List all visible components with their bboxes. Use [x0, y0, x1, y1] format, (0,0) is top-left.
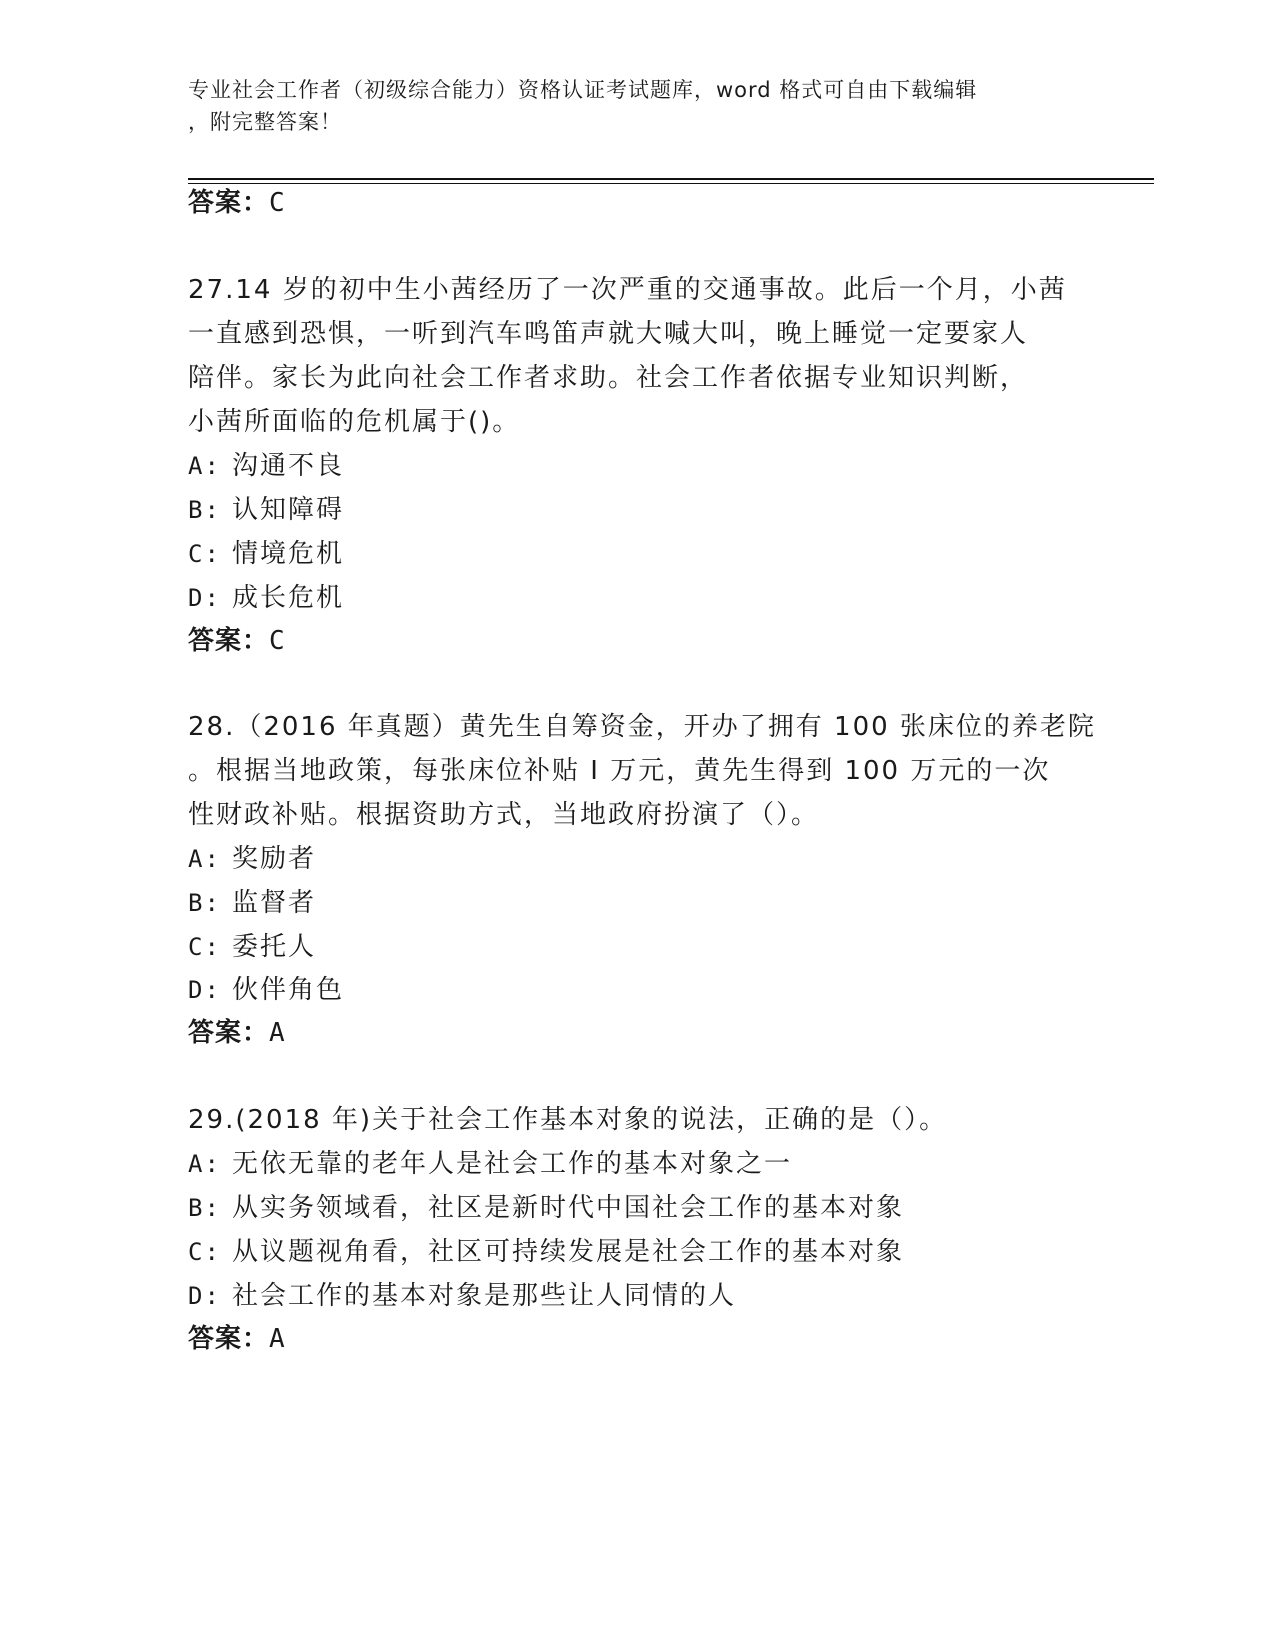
q28-option-a	[188, 843, 316, 875]
q27-option-c	[188, 538, 344, 570]
header-line-2: ，附完整答案！	[188, 110, 342, 134]
q29-answer	[188, 1323, 286, 1355]
option-text: 从实务领域看，社区是新时代中国社会工作的基本对象	[232, 1193, 905, 1223]
answer-label: 答案：	[188, 626, 270, 656]
q27-stem-line-3: 陪伴。家长为此向社会工作者求助。社会工作者依据专业知识判断，	[188, 363, 1029, 393]
option-letter: C:	[188, 1238, 221, 1266]
q27-option-a	[188, 450, 344, 482]
q28-stem-line-2: 。根据当地政策，每张床位补贴 I 万元，黄先生得到 100 万元的一次	[188, 756, 1051, 786]
option-text: 从议题视角看，社区可持续发展是社会工作的基本对象	[232, 1237, 905, 1267]
q29-option-b	[188, 1192, 904, 1224]
q29-option-c	[188, 1236, 904, 1268]
q27-option-d	[188, 582, 344, 614]
q28-answer	[188, 1017, 286, 1049]
q27-answer	[188, 625, 286, 657]
option-text: 情境危机	[232, 539, 345, 569]
option-text: 无依无靠的老年人是社会工作的基本对象之一	[232, 1149, 793, 1179]
answer-label: 答案：	[188, 188, 270, 218]
q27-option-b	[188, 494, 344, 526]
option-text: 伙伴角色	[232, 975, 345, 1005]
answer-label: 答案：	[188, 1324, 270, 1354]
option-letter: D:	[188, 976, 221, 1004]
option-letter: D:	[188, 1282, 221, 1310]
option-letter: A:	[188, 845, 221, 873]
option-text: 沟通不良	[232, 451, 345, 481]
header-line-1: 专业社会工作者（初级综合能力）资格认证考试题库，word 格式可自由下载编辑	[188, 78, 978, 102]
option-letter: D:	[188, 584, 221, 612]
option-letter: A:	[188, 452, 221, 480]
option-text: 成长危机	[232, 583, 345, 613]
answer-prev	[188, 187, 286, 219]
q28-option-d	[188, 974, 344, 1006]
q28-option-b	[188, 887, 316, 919]
option-text: 奖励者	[232, 844, 317, 874]
header-rule	[188, 178, 1154, 180]
q29-option-d	[188, 1280, 736, 1312]
option-text: 社会工作的基本对象是那些让人同情的人	[232, 1281, 737, 1311]
option-letter: B:	[188, 496, 221, 524]
option-letter: C:	[188, 540, 221, 568]
option-letter: B:	[188, 889, 221, 917]
option-letter: A:	[188, 1150, 221, 1178]
answer-value: C	[269, 188, 286, 218]
header-rule-thin	[188, 183, 1154, 184]
answer-value: A	[269, 1018, 286, 1048]
answer-value: A	[269, 1324, 286, 1354]
option-letter: C:	[188, 933, 221, 961]
answer-value: C	[269, 626, 286, 656]
q28-stem-line-3: 性财政补贴。根据资助方式，当地政府扮演了（）。	[188, 800, 820, 830]
option-text: 认知障碍	[232, 495, 345, 525]
q29-option-a	[188, 1148, 792, 1180]
option-letter: B:	[188, 1194, 221, 1222]
q27-stem-line-1: 27.14 岁的初中生小茜经历了一次严重的交通事故。此后一个月，小茜	[188, 275, 1067, 305]
q28-option-c	[188, 931, 316, 963]
answer-label: 答案：	[188, 1018, 270, 1048]
option-text: 委托人	[232, 932, 317, 962]
q29-stem-line-1: 29.(2018 年)关于社会工作基本对象的说法，正确的是（）。	[188, 1105, 948, 1135]
q27-stem-line-4: 小茜所面临的危机属于()。	[188, 407, 521, 437]
q27-stem-line-2: 一直感到恐惧，一听到汽车鸣笛声就大喊大叫，晚上睡觉一定要家人	[188, 319, 1029, 349]
q28-stem-line-1: 28.（2016 年真题）黄先生自筹资金，开办了拥有 100 张床位的养老院	[188, 712, 1096, 742]
option-text: 监督者	[232, 888, 317, 918]
document-header	[188, 74, 1088, 138]
